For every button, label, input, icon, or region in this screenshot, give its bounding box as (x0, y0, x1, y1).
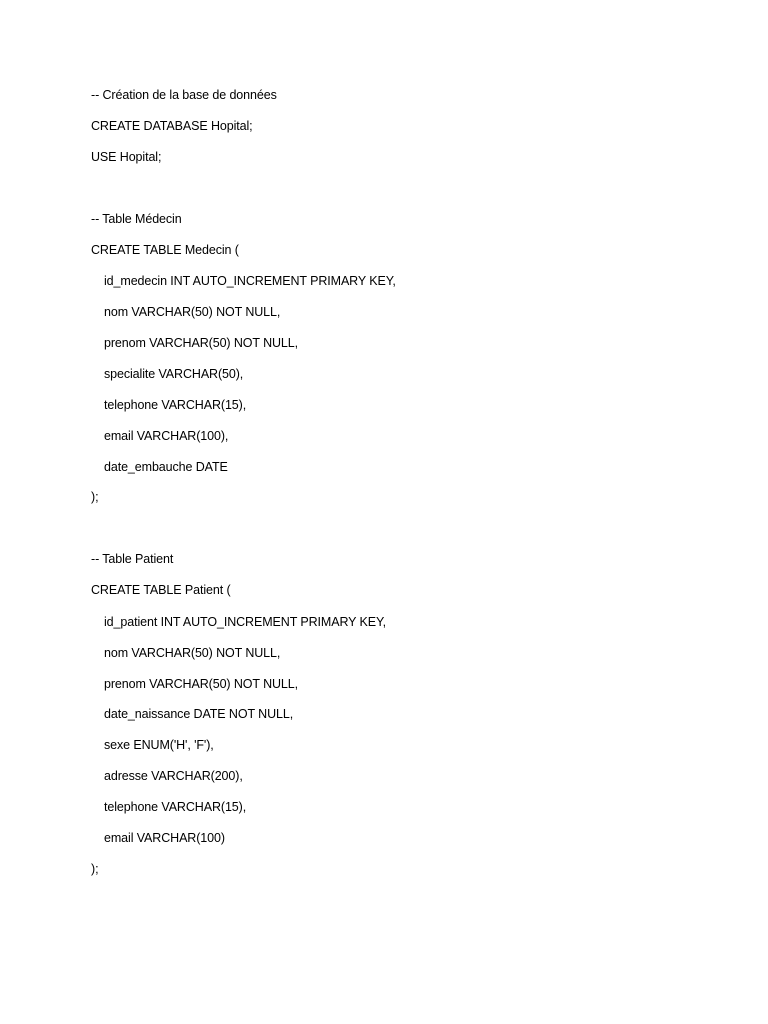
medecin-column-date-embauche: date_embauche DATE (104, 460, 228, 474)
patient-column-telephone: telephone VARCHAR(15), (104, 800, 247, 814)
create-table-medecin-statement: CREATE TABLE Medecin ( (91, 243, 239, 257)
medecin-column-id: id_medecin INT AUTO_INCREMENT PRIMARY KEY, (104, 274, 396, 288)
patient-column-adresse: adresse VARCHAR(200), (104, 769, 243, 783)
patient-table-close: ); (91, 862, 99, 876)
medecin-table-close: ); (91, 490, 99, 504)
patient-column-prenom: prenom VARCHAR(50) NOT NULL, (104, 677, 299, 691)
comment-table-patient: -- Table Patient (91, 552, 174, 566)
use-database-statement: USE Hopital; (91, 150, 162, 164)
patient-column-sexe: sexe ENUM('H', 'F'), (104, 738, 214, 752)
patient-column-email: email VARCHAR(100) (104, 831, 225, 845)
create-database-statement: CREATE DATABASE Hopital; (91, 119, 253, 133)
medecin-column-nom: nom VARCHAR(50) NOT NULL, (104, 305, 281, 319)
medecin-column-telephone: telephone VARCHAR(15), (104, 398, 247, 412)
patient-column-nom: nom VARCHAR(50) NOT NULL, (104, 646, 281, 660)
medecin-column-specialite: specialite VARCHAR(50), (104, 367, 244, 381)
create-table-patient-statement: CREATE TABLE Patient ( (91, 583, 231, 597)
medecin-column-prenom: prenom VARCHAR(50) NOT NULL, (104, 336, 299, 350)
medecin-column-email: email VARCHAR(100), (104, 429, 229, 443)
comment-table-medecin: -- Table Médecin (91, 212, 182, 226)
patient-column-id: id_patient INT AUTO_INCREMENT PRIMARY KEY, (104, 615, 387, 629)
comment-create-database: -- Création de la base de données (91, 88, 277, 102)
patient-column-date-naissance: date_naissance DATE NOT NULL, (104, 707, 294, 721)
